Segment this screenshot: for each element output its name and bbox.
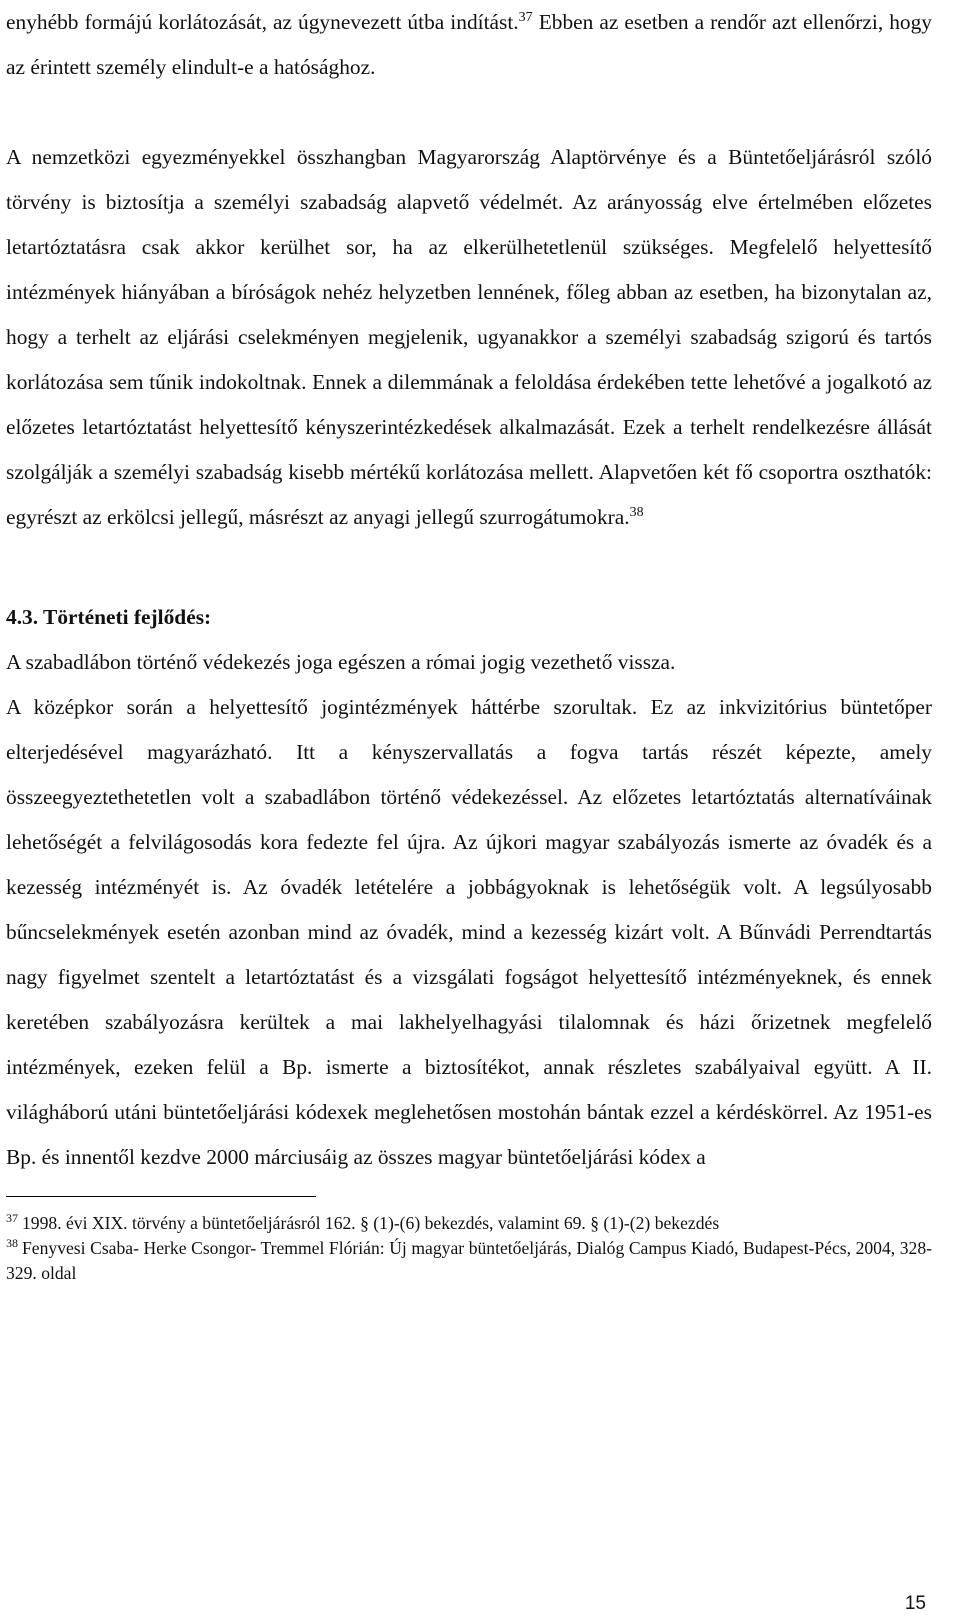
paragraph-1-text-b: Ebben az esetben a rendőr azt ellenőrzi, hogy az érintett személy elindult-e a hatósághoz. [6, 10, 933, 79]
footnote-number: 37 [6, 1211, 18, 1226]
footnote-text: 1998. évi XIX. törvény a büntetőeljárásról 162. § (1)-(6) bekezdés, valamint 69. § (1)-(2) bekezdés [22, 1213, 720, 1233]
section-heading: 4.3. Történeti fejlődés: [6, 605, 212, 629]
paragraph-1 [6, 0, 932, 90]
paragraph-2 [6, 135, 932, 540]
page-number: 15 [904, 1593, 926, 1614]
section-body: A középkor során a helyettesítő jogintézmények háttérbe szorultak. Ez az inkvizitórius büntetőper elterjedésével magyarázható. Itt a kényszervallatás a fogva tartás részét képezte, amely összeegyeztethetetlen volt a szabadlábon történő védekezéssel. Az előzetes letartóztatás alternatíváinak lehetőségét a felvilágosodás kora fedezte fel újra. Az újkori magyar szabályozás ismerte az óvadék és a kezesség intézményét is. Az óvadék letételére a jobbágyoknak is lehetőségük volt. A legsúlyosabb bűncselekmények esetén azonban mind az óvadék, mind a kezesség kizárt volt. A Bűnvádi Perrendtartás nagy figyelmet szentelt a letartóztatást és a vizsgálati fogságot helyettesítő intézményeknek, és ennek keretében szabályozásra kerültek a mai lakhelyelhagyási tilalomnak és házi őrizetnek megfelelő intézmények, ezeken felül a Bp. ismerte a biztosítékot, annak részletes szabályaival együtt. A II. világháború utáni büntetőeljárási kódexek meglehetősen mostohán bántak ezzel a kérdéskörrel. Az 1951-es Bp. és innentől kezdve 2000 márciusáig az összes magyar büntetőeljárási kódex a [6, 695, 932, 1169]
footnote-38 [6, 1236, 932, 1286]
footnote-separator [6, 1196, 316, 1197]
footnote-number: 38 [6, 1236, 18, 1251]
footnote-text: Fenyvesi Csaba- Herke Csongor- Tremmel Flórián: Új magyar büntetőeljárás, Dialóg Campus Kiadó, Budapest-Pécs, 2004, 328-329. oldal [6, 1238, 932, 1283]
paragraph-1-text-a: enyhébb formájú korlátozását, az úgynevezett útba indítást. [6, 10, 519, 34]
footnote-ref-37[interactable]: 37 [518, 9, 533, 25]
paragraph-2-text: A nemzetközi egyezményekkel összhangban Magyarország Alaptörvénye és a Büntetőeljárásról szóló törvény is biztosítja a személyi szabadság alapvető védelmét. Az arányosság elve értelmében előzetes letartóztatásra csak akkor kerülhet sor, ha az elkerülhetetlenül szükséges. Megfelelő helyettesítő intézmények hiányában a bíróságok nehéz helyzetben lennének, főleg abban az esetben, ha bizonytalan az, hogy a terhelt az eljárási cselekményen megjelenik, ugyanakkor a személyi szabadság szigorú és tartós korlátozása sem tűnik indokoltnak. Ennek a dilemmának a feloldása érdekében tette lehetővé a jogalkotó az előzetes letartóztatást helyettesítő kényszerintézkedések alkalmazását. Ezek a terhelt rendelkezésre állását szolgálják a személyi szabadság kisebb mértékű korlátozása mellett. Alapvetően két fő csoportra oszthatók: egyrészt az erkölcsi jellegű, másrészt az anyagi jellegű szurrogátumokra. [6, 145, 932, 529]
footnote-ref-38[interactable]: 38 [629, 504, 644, 520]
footnotes [6, 1211, 932, 1286]
footnote-37 [6, 1211, 932, 1236]
section-lead-sentence: A szabadlábon történő védekezés joga egészen a római jogig vezethető vissza. [6, 650, 676, 674]
